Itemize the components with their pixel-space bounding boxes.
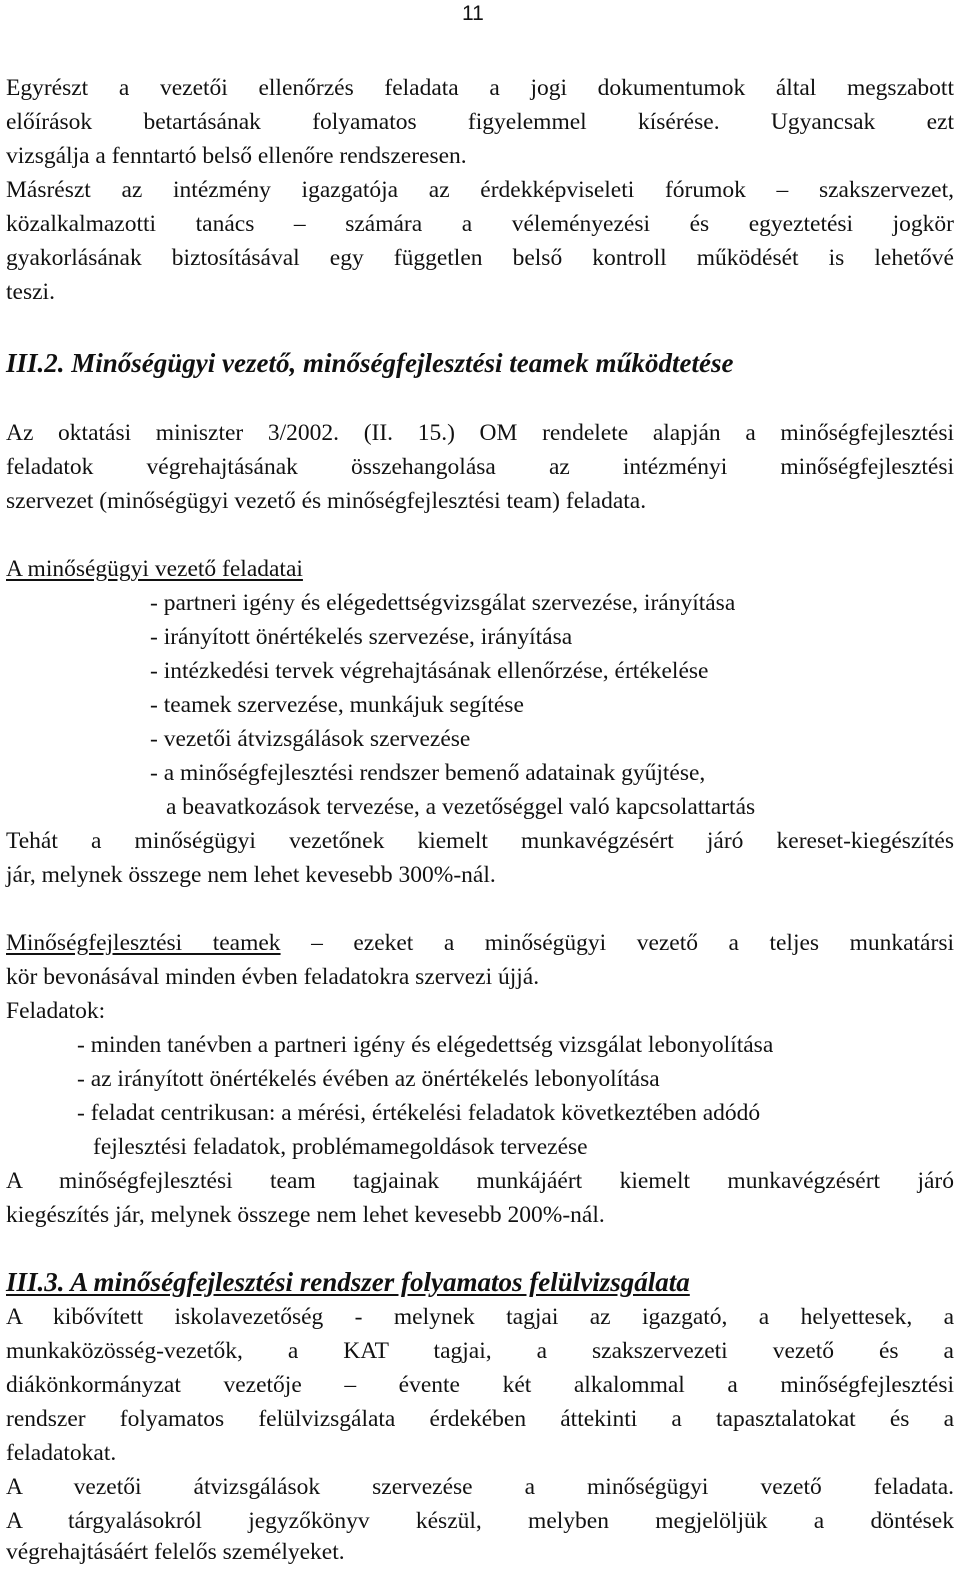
paragraph-line: Egyrészt a vezetői ellenőrzés feladata a jogi dokumentumok által megszabott [6,75,954,101]
paragraph-line: kör bevonásával minden évben feladatokra szervezi újjá. [6,964,540,990]
paragraph-line: feladatokat. [6,1440,117,1466]
list-item: - az irányított önértékelés évében az önértékelés lebonyolítása [77,1066,660,1092]
paragraph-line: rendszer folyamatos felülvizsgálata érdekében áttekinti a tapasztalatokat és a [6,1406,954,1432]
paragraph-line: munkaközösség-vezetők, a KAT tagjai, a szakszervezeti vezető és a [6,1338,954,1364]
section-heading [6,1262,954,1302]
paragraph-line: A tárgyalásokról jegyzőkönyv készül, melyben megjelöljük a döntések [6,1508,954,1534]
paragraph-line: kiegészítés jár, melynek összege nem lehet kevesebb 200%-nál. [6,1202,605,1228]
list-item: - intézkedési tervek végrehajtásának ellenőrzése, értékelése [150,658,709,684]
paragraph-line: Az oktatási miniszter 3/2002. (II. 15.) OM rendelete alapján a minőségfejlesztési [6,420,954,446]
paragraph-line: vizsgálja a fenntartó belső ellenőre rendszeresen. [6,143,467,169]
page-number: 11 [462,2,484,25]
list-item: - vezetői átvizsgálások szervezése [150,726,471,752]
list-item: - minden tanévben a partneri igény és elégedettség vizsgálat lebonyolítása [77,1032,774,1058]
underlined-term: Minőségfejlesztési teamek [6,930,281,956]
section-heading: III.2. Minőségügyi vezető, minőségfejlesztési teamek működtetése [6,348,734,378]
paragraph-line: jár, melynek összege nem lehet kevesebb 300%-nál. [6,862,496,888]
underlined-title: A minőségügyi vezető feladatai [6,556,303,582]
paragraph-line: A minőségfejlesztési team tagjainak munkájáért kiemelt munkavégzésért járó [6,1168,954,1194]
list-item: - irányított önértékelés szervezése, irányítása [150,624,573,650]
list-item: - teamek szervezése, munkájuk segítése [150,692,524,718]
subsection-title [6,552,954,586]
paragraph-line: Tehát a minőségügyi vezetőnek kiemelt munkavégzésért járó kereset-kiegészítés [6,828,954,854]
paragraph-line [6,926,954,960]
paragraph-line: gyakorlásának biztosításával egy független belső kontroll működését is lehetővé [6,245,954,271]
list-item-continuation: fejlesztési feladatok, problémamegoldások tervezése [93,1134,588,1160]
paragraph-line: diákönkormányzat vezetője – évente két alkalommal a minőségfejlesztési [6,1372,954,1398]
paragraph-line: A kibővített iskolavezetőség - melynek tagjai az igazgató, a helyettesek, a [6,1304,954,1330]
paragraph-line: Másrészt az intézmény igazgatója az érdekképviseleti fórumok – szakszervezet, [6,177,954,203]
tasks-label: Feladatok: [6,998,106,1024]
teams-line-text: – ezeket a minőségügyi vezető a teljes munkatársi [280,930,954,956]
list-item: - a minőségfejlesztési rendszer bemenő adatainak gyűjtése, [150,760,706,786]
paragraph-line: feladatok végrehajtásának összehangolása az intézményi minőségfejlesztési [6,454,954,480]
paragraph-line: végrehajtásáért felelős személyeket. [6,1539,345,1565]
paragraph-line: teszi. [6,279,55,305]
paragraph-line: szervezet (minőségügyi vezető és minőségfejlesztési team) feladata. [6,488,647,514]
paragraph-line: előírások betartásának folyamatos figyelemmel kísérése. Ugyancsak ezt [6,109,954,135]
list-item-continuation: a beavatkozások tervezése, a vezetőséggel való kapcsolattartás [166,794,756,820]
paragraph-line: A vezetői átvizsgálások szervezése a minőségügyi vezető feladata. [6,1474,954,1500]
list-item: - partneri igény és elégedettségvizsgálat szervezése, irányítása [150,590,736,616]
list-item: - feladat centrikusan: a mérési, értékelési feladatok következtében adódó [77,1100,761,1126]
paragraph-line: közalkalmazotti tanács – számára a véleményezési és egyeztetési jogkör [6,211,954,237]
underlined-heading: III.3. A minőségfejlesztési rendszer folyamatos felülvizsgálata [6,1267,690,1297]
